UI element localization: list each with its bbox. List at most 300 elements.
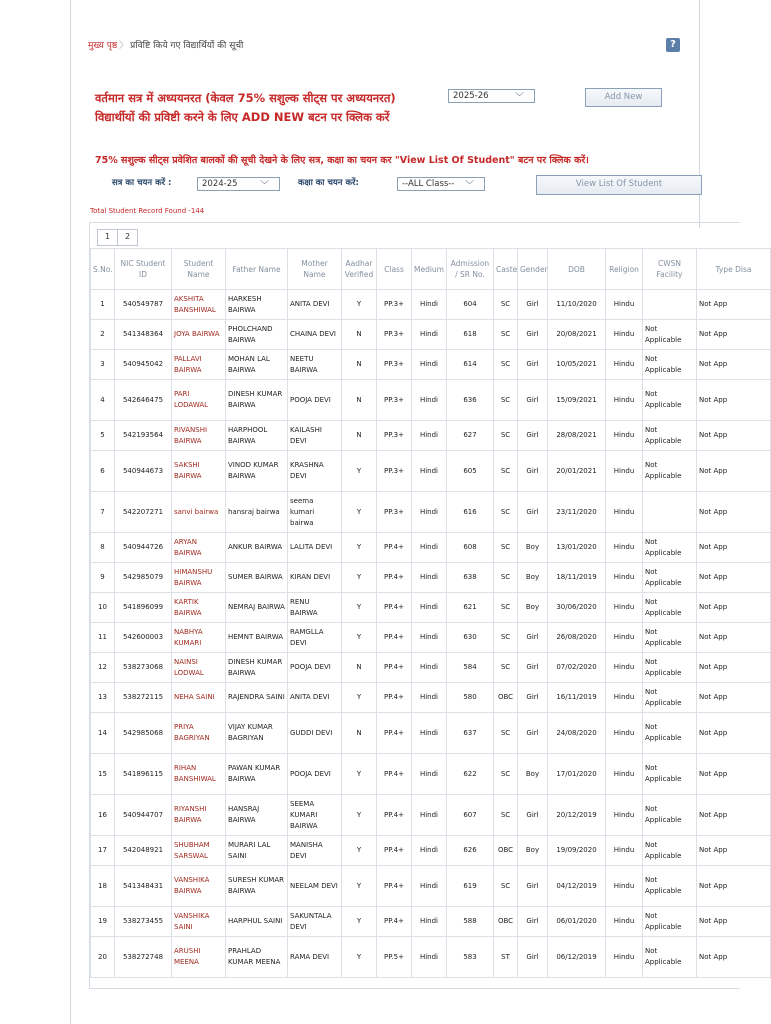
table-cell: Y xyxy=(342,937,377,978)
table-cell: 538272748 xyxy=(115,937,172,978)
table-cell: RENU BAIRWA xyxy=(288,593,342,623)
table-cell[interactable]: sanvi bairwa xyxy=(172,492,226,533)
table-cell: SC xyxy=(494,593,518,623)
table-cell: Girl xyxy=(518,653,548,683)
add-new-button[interactable]: Add New xyxy=(585,88,662,107)
class-value: --ALL Class-- xyxy=(402,179,455,189)
table-cell: Not App xyxy=(697,421,771,451)
table-cell[interactable]: ARUSHI MEENA xyxy=(172,937,226,978)
table-cell: OBC xyxy=(494,836,518,866)
table-row xyxy=(91,754,771,795)
table-cell: 12 xyxy=(91,653,115,683)
table-cell: LALITA DEVI xyxy=(288,533,342,563)
column-header: Student Name xyxy=(172,249,226,290)
table-cell: DINESH KUMAR BAIRWA xyxy=(226,380,288,421)
table-cell: Girl xyxy=(518,421,548,451)
table-cell: Y xyxy=(342,290,377,320)
table-cell: Not Applicable xyxy=(643,836,697,866)
table-cell: Hindi xyxy=(412,320,447,350)
table-cell: Hindu xyxy=(606,492,643,533)
table-cell: 9 xyxy=(91,563,115,593)
table-cell: 07/02/2020 xyxy=(548,653,606,683)
table-cell: PP.4+ xyxy=(377,713,412,754)
table-cell: Hindi xyxy=(412,421,447,451)
table-cell: NEETU BAIRWA xyxy=(288,350,342,380)
table-cell: Not Applicable xyxy=(643,623,697,653)
table-cell: SC xyxy=(494,320,518,350)
table-cell: Boy xyxy=(518,754,548,795)
table-cell: 13/01/2020 xyxy=(548,533,606,563)
table-row xyxy=(91,683,771,713)
table-cell: Girl xyxy=(518,320,548,350)
table-cell: Hindu xyxy=(606,533,643,563)
table-cell: ST xyxy=(494,937,518,978)
table-cell: 16/11/2019 xyxy=(548,683,606,713)
table-cell: Not App xyxy=(697,492,771,533)
table-cell[interactable]: PRIYA BAGRIYAN xyxy=(172,713,226,754)
table-cell: Hindi xyxy=(412,683,447,713)
table-cell: HARKESH BAIRWA xyxy=(226,290,288,320)
table-cell: SC xyxy=(494,713,518,754)
breadcrumb-home-link[interactable]: मुख्य पृष्ठ xyxy=(88,41,118,51)
column-header: Type Disa xyxy=(697,249,771,290)
table-cell: MOHAN LAL BAIRWA xyxy=(226,350,288,380)
table-cell: 17/01/2020 xyxy=(548,754,606,795)
table-cell: Y xyxy=(342,866,377,907)
table-cell: N xyxy=(342,350,377,380)
table-cell: Hindu xyxy=(606,937,643,978)
table-cell: PP.4+ xyxy=(377,653,412,683)
table-row xyxy=(91,836,771,866)
table-cell: POOJA DEVI xyxy=(288,754,342,795)
table-cell: POOJA DEVI xyxy=(288,653,342,683)
table-cell: PP.3+ xyxy=(377,421,412,451)
table-cell: SC xyxy=(494,451,518,492)
table-cell: NEMRAJ BAIRWA xyxy=(226,593,288,623)
table-row xyxy=(91,653,771,683)
total-record-count: Total Student Record Found -144 xyxy=(90,207,205,215)
table-cell: Not Applicable xyxy=(643,350,697,380)
table-cell: 1 xyxy=(91,290,115,320)
table-cell: HARPHOOL BAIRWA xyxy=(226,421,288,451)
table-cell: Hindi xyxy=(412,380,447,421)
table-cell: Hindi xyxy=(412,713,447,754)
table-row xyxy=(91,623,771,653)
table-cell: 542207271 xyxy=(115,492,172,533)
table-cell: 538272115 xyxy=(115,683,172,713)
table-cell: 541896115 xyxy=(115,754,172,795)
table-cell: MANISHA DEVI xyxy=(288,836,342,866)
table-cell: PP.3+ xyxy=(377,320,412,350)
table-cell: Hindu xyxy=(606,754,643,795)
table-cell[interactable]: KARTIK BAIRWA xyxy=(172,593,226,623)
chevron-down-icon: ﹀ xyxy=(514,93,524,103)
table-cell: ANITA DEVI xyxy=(288,683,342,713)
class-label: कक्षा का चयन करें: xyxy=(298,178,359,188)
table-cell: 542048921 xyxy=(115,836,172,866)
table-row xyxy=(91,533,771,563)
table-cell: 630 xyxy=(447,623,494,653)
table-cell: PP.4+ xyxy=(377,795,412,836)
table-cell: Y xyxy=(342,754,377,795)
table-cell: 604 xyxy=(447,290,494,320)
table-cell: Not Applicable xyxy=(643,713,697,754)
table-cell: 541348364 xyxy=(115,320,172,350)
table-cell: 607 xyxy=(447,795,494,836)
table-cell: hansraj bairwa xyxy=(226,492,288,533)
table-cell: Not App xyxy=(697,350,771,380)
table-cell: PP.3+ xyxy=(377,492,412,533)
chevron-down-icon: ﹀ xyxy=(464,181,474,191)
table-cell: N xyxy=(342,320,377,350)
table-cell: 17 xyxy=(91,836,115,866)
table-cell: 540945042 xyxy=(115,350,172,380)
table-cell: 14 xyxy=(91,713,115,754)
table-cell: 636 xyxy=(447,380,494,421)
table-cell: Not App xyxy=(697,713,771,754)
table-cell: 8 xyxy=(91,533,115,563)
table-cell: PP.3+ xyxy=(377,451,412,492)
table-cell: 619 xyxy=(447,866,494,907)
table-cell[interactable]: SAKSHI BAIRWA xyxy=(172,451,226,492)
table-cell: Not Applicable xyxy=(643,320,697,350)
table-cell: Not App xyxy=(697,653,771,683)
column-header: Aadhar Verified xyxy=(342,249,377,290)
table-cell: Not App xyxy=(697,836,771,866)
table-cell: Not App xyxy=(697,754,771,795)
table-cell: 30/06/2020 xyxy=(548,593,606,623)
table-cell[interactable]: RIYANSHI BAIRWA xyxy=(172,795,226,836)
table-cell[interactable]: VANSHIKA SAINI xyxy=(172,907,226,937)
table-cell: SURESH KUMAR BAIRWA xyxy=(226,866,288,907)
table-cell: 540944707 xyxy=(115,795,172,836)
table-cell: 06/01/2020 xyxy=(548,907,606,937)
table-cell: PP.4+ xyxy=(377,836,412,866)
table-cell: Not Applicable xyxy=(643,380,697,421)
current-session-value: 2025-26 xyxy=(453,91,489,101)
table-cell: Not Applicable xyxy=(643,421,697,451)
column-header: Medium xyxy=(412,249,447,290)
table-cell: 16 xyxy=(91,795,115,836)
table-cell: Not Applicable xyxy=(643,907,697,937)
table-cell: 04/12/2019 xyxy=(548,866,606,907)
table-cell: HARPHUL SAINI xyxy=(226,907,288,937)
table-cell: 11 xyxy=(91,623,115,653)
table-cell: Hindi xyxy=(412,533,447,563)
breadcrumb-separator-icon: 〉 xyxy=(119,41,129,51)
page-2-button[interactable]: 2 xyxy=(117,229,138,246)
table-cell: 23/11/2020 xyxy=(548,492,606,533)
table-cell: Girl xyxy=(518,451,548,492)
table-cell: Boy xyxy=(518,533,548,563)
table-cell: N xyxy=(342,380,377,421)
table-cell: 10 xyxy=(91,593,115,623)
table-cell: Not App xyxy=(697,937,771,978)
table-cell: 26/08/2020 xyxy=(548,623,606,653)
table-cell: PP.3+ xyxy=(377,350,412,380)
table-cell[interactable]: RIVANSHI BAIRWA xyxy=(172,421,226,451)
table-cell: DINESH KUMAR BAIRWA xyxy=(226,653,288,683)
table-cell: Hindu xyxy=(606,836,643,866)
table-cell: 6 xyxy=(91,451,115,492)
table-cell: SEEMA KUMARI BAIRWA xyxy=(288,795,342,836)
table-cell[interactable]: PARI LODAWAL xyxy=(172,380,226,421)
table-cell: Hindu xyxy=(606,593,643,623)
table-cell: N xyxy=(342,653,377,683)
table-cell: SC xyxy=(494,653,518,683)
table-cell: KIRAN DEVI xyxy=(288,563,342,593)
table-cell: 605 xyxy=(447,451,494,492)
table-cell: 540944726 xyxy=(115,533,172,563)
table-cell: Not Applicable xyxy=(643,451,697,492)
table-cell: Hindu xyxy=(606,866,643,907)
session-select[interactable] xyxy=(197,177,280,191)
table-cell: Girl xyxy=(518,350,548,380)
table-cell: PRAHLAD KUMAR MEENA xyxy=(226,937,288,978)
table-cell: PP.3+ xyxy=(377,290,412,320)
table-cell: ANITA DEVI xyxy=(288,290,342,320)
chevron-down-icon: ﹀ xyxy=(259,181,269,191)
session-label: सत्र का चयन करें : xyxy=(112,178,172,188)
table-cell: 2 xyxy=(91,320,115,350)
table-cell: Not App xyxy=(697,623,771,653)
table-cell: 541896099 xyxy=(115,593,172,623)
table-cell: Not App xyxy=(697,866,771,907)
table-cell: 583 xyxy=(447,937,494,978)
table-cell: SC xyxy=(494,623,518,653)
table-cell: 538273455 xyxy=(115,907,172,937)
table-cell: KAILASHI DEVI xyxy=(288,421,342,451)
student-table xyxy=(90,248,771,978)
table-cell: Girl xyxy=(518,380,548,421)
table-cell: Y xyxy=(342,795,377,836)
table-cell: 28/08/2021 xyxy=(548,421,606,451)
table-row xyxy=(91,937,771,978)
table-cell: Not App xyxy=(697,290,771,320)
table-row xyxy=(91,866,771,907)
table-cell[interactable]: PALLAVI BAIRWA xyxy=(172,350,226,380)
table-cell: Hindi xyxy=(412,795,447,836)
table-cell: SC xyxy=(494,421,518,451)
table-cell: 19 xyxy=(91,907,115,937)
table-cell: Not Applicable xyxy=(643,866,697,907)
table-cell: RAJENDRA SAINI xyxy=(226,683,288,713)
table-cell: SC xyxy=(494,754,518,795)
table-cell: Y xyxy=(342,683,377,713)
table-cell: 540549787 xyxy=(115,290,172,320)
table-cell: 542600003 xyxy=(115,623,172,653)
table-row xyxy=(91,563,771,593)
table-cell: SUMER BAIRWA xyxy=(226,563,288,593)
table-cell: 18/11/2019 xyxy=(548,563,606,593)
table-cell: 11/10/2020 xyxy=(548,290,606,320)
table-cell: 20/08/2021 xyxy=(548,320,606,350)
table-cell: Y xyxy=(342,563,377,593)
table-cell: 541348431 xyxy=(115,866,172,907)
table-cell[interactable]: NEHA SAINI xyxy=(172,683,226,713)
table-cell[interactable]: SHUBHAM SARSWAL xyxy=(172,836,226,866)
table-cell: Hindu xyxy=(606,713,643,754)
table-cell xyxy=(643,290,697,320)
column-header: Mother Name xyxy=(288,249,342,290)
table-cell[interactable]: AKSHITA BANSHIWAL xyxy=(172,290,226,320)
table-cell: 13 xyxy=(91,683,115,713)
table-row xyxy=(91,350,771,380)
table-cell: seema kumari bairwa xyxy=(288,492,342,533)
table-cell: PP.4+ xyxy=(377,623,412,653)
table-cell: Boy xyxy=(518,593,548,623)
table-cell: 20 xyxy=(91,937,115,978)
table-cell: Hindu xyxy=(606,563,643,593)
table-cell: PP.4+ xyxy=(377,754,412,795)
table-cell: Hindu xyxy=(606,683,643,713)
table-cell: Not App xyxy=(697,907,771,937)
pagination xyxy=(97,229,137,246)
table-cell[interactable]: JOYA BAIRWA xyxy=(172,320,226,350)
table-cell[interactable]: NAINSI LODWAL xyxy=(172,653,226,683)
table-cell: PAWAN KUMAR BAIRWA xyxy=(226,754,288,795)
table-row xyxy=(91,421,771,451)
table-cell: Hindi xyxy=(412,350,447,380)
table-cell[interactable]: VANSHIKA BAIRWA xyxy=(172,866,226,907)
table-cell: 616 xyxy=(447,492,494,533)
table-cell: Not App xyxy=(697,380,771,421)
table-cell: Hindu xyxy=(606,653,643,683)
table-cell: Not App xyxy=(697,451,771,492)
table-cell: Not App xyxy=(697,683,771,713)
table-row xyxy=(91,380,771,421)
table-cell: Y xyxy=(342,593,377,623)
table-cell: Not App xyxy=(697,795,771,836)
table-cell: Hindu xyxy=(606,451,643,492)
table-cell: Girl xyxy=(518,937,548,978)
column-header: Class xyxy=(377,249,412,290)
table-cell: Not Applicable xyxy=(643,937,697,978)
table-cell: 19/09/2020 xyxy=(548,836,606,866)
table-cell: Y xyxy=(342,623,377,653)
table-cell[interactable]: RIHAN BANSHIWAL xyxy=(172,754,226,795)
table-cell: Not Applicable xyxy=(643,533,697,563)
table-cell: OBC xyxy=(494,683,518,713)
table-cell: POOJA DEVI xyxy=(288,380,342,421)
table-cell: Hindu xyxy=(606,290,643,320)
table-cell xyxy=(643,492,697,533)
column-header: NIC Student ID xyxy=(115,249,172,290)
table-cell: PP.4+ xyxy=(377,866,412,907)
table-cell: 637 xyxy=(447,713,494,754)
table-cell: PP.4+ xyxy=(377,593,412,623)
table-cell: Hindi xyxy=(412,563,447,593)
table-cell: HEMNT BAIRWA xyxy=(226,623,288,653)
column-header: Admission / SR No. xyxy=(447,249,494,290)
session-value: 2024-25 xyxy=(202,179,238,189)
table-cell: 18 xyxy=(91,866,115,907)
table-cell: SC xyxy=(494,533,518,563)
table-cell: 540944673 xyxy=(115,451,172,492)
table-cell: Hindi xyxy=(412,623,447,653)
column-header: CWSN Facility xyxy=(643,249,697,290)
table-cell: PP.4+ xyxy=(377,683,412,713)
table-cell: Hindi xyxy=(412,866,447,907)
table-row xyxy=(91,451,771,492)
breadcrumb-current: प्रविष्टि किये गए विद्यार्थियों की सूची xyxy=(130,41,244,51)
table-cell: NEELAM DEVI xyxy=(288,866,342,907)
table-cell: 542193564 xyxy=(115,421,172,451)
view-list-button[interactable]: View List Of Student xyxy=(536,175,702,195)
table-cell: Girl xyxy=(518,713,548,754)
table-cell: Hindi xyxy=(412,290,447,320)
breadcrumb xyxy=(88,38,243,51)
column-header: S.No. xyxy=(91,249,115,290)
table-cell: PP.5+ xyxy=(377,937,412,978)
table-cell: Not Applicable xyxy=(643,593,697,623)
table-header-row xyxy=(91,249,771,290)
column-header: DOB xyxy=(548,249,606,290)
table-cell: 20/01/2021 xyxy=(548,451,606,492)
table-cell: Hindi xyxy=(412,492,447,533)
column-header: Religion xyxy=(606,249,643,290)
table-cell: 614 xyxy=(447,350,494,380)
table-cell: Hindi xyxy=(412,907,447,937)
table-cell: GUDDI DEVI xyxy=(288,713,342,754)
table-cell: SAKUNTALA DEVI xyxy=(288,907,342,937)
table-cell: PP.3+ xyxy=(377,380,412,421)
table-cell: 4 xyxy=(91,380,115,421)
table-cell: 15 xyxy=(91,754,115,795)
table-cell: 626 xyxy=(447,836,494,866)
table-cell: Boy xyxy=(518,563,548,593)
table-cell: Not Applicable xyxy=(643,795,697,836)
table-cell: Not App xyxy=(697,533,771,563)
table-cell: 06/12/2019 xyxy=(548,937,606,978)
table-cell: Y xyxy=(342,907,377,937)
table-cell: Girl xyxy=(518,795,548,836)
table-cell: 542646475 xyxy=(115,380,172,421)
column-header: Gender xyxy=(518,249,548,290)
table-row xyxy=(91,320,771,350)
table-cell: 542985079 xyxy=(115,563,172,593)
table-cell: ANKUR BAIRWA xyxy=(226,533,288,563)
table-cell: RAMGLLA DEVI xyxy=(288,623,342,653)
table-cell: PP.4+ xyxy=(377,907,412,937)
table-cell: SC xyxy=(494,866,518,907)
table-cell: Girl xyxy=(518,290,548,320)
table-cell: CHAINA DEVI xyxy=(288,320,342,350)
table-cell: 10/05/2021 xyxy=(548,350,606,380)
table-cell: 618 xyxy=(447,320,494,350)
table-cell: Girl xyxy=(518,866,548,907)
page-1-button[interactable]: 1 xyxy=(97,229,118,246)
table-row xyxy=(91,593,771,623)
table-cell: 638 xyxy=(447,563,494,593)
table-cell: Girl xyxy=(518,623,548,653)
table-cell: 621 xyxy=(447,593,494,623)
table-cell: Girl xyxy=(518,907,548,937)
column-header: Caste xyxy=(494,249,518,290)
table-cell[interactable]: NABHYA KUMARI xyxy=(172,623,226,653)
class-select[interactable] xyxy=(397,177,485,191)
table-cell: SC xyxy=(494,492,518,533)
table-cell[interactable]: HIMANSHU BAIRWA xyxy=(172,563,226,593)
table-cell: 622 xyxy=(447,754,494,795)
help-icon[interactable]: ? xyxy=(666,38,680,52)
table-cell: 538273068 xyxy=(115,653,172,683)
table-cell[interactable]: ARYAN BAIRWA xyxy=(172,533,226,563)
table-cell: SC xyxy=(494,795,518,836)
table-cell: VINOD KUMAR BAIRWA xyxy=(226,451,288,492)
table-row xyxy=(91,492,771,533)
current-session-select[interactable] xyxy=(448,89,535,103)
